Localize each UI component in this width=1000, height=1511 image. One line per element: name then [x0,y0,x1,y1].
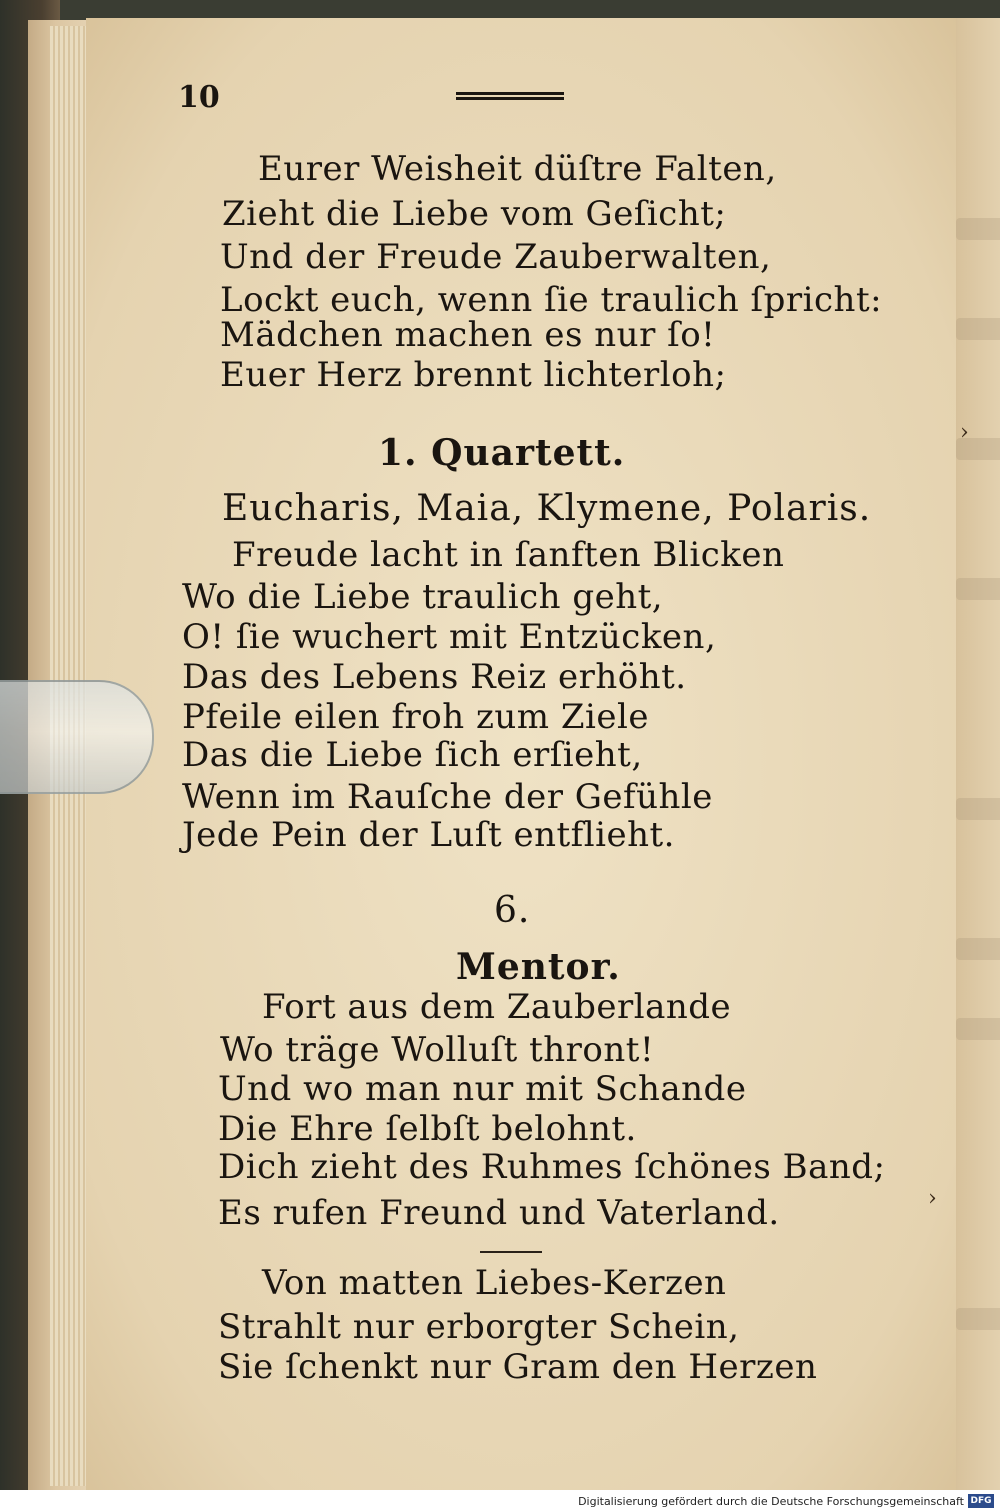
dfg-logo: DFG [968,1494,994,1508]
verse-line: Jede Pein der Luſt entflieht. [182,815,675,855]
verse-line: Wenn im Rauſche der Gefühle [182,777,713,817]
verse-line: Pfeile eilen froh zum Ziele [182,697,649,737]
verse-line: Dich zieht des Ruhmes ſchönes Band; [218,1147,886,1187]
verse-line: Sie ſchenkt nur Gram den Herzen [218,1347,818,1387]
header-rule [456,92,564,106]
verse-line: Mädchen machen es nur ſo! [220,315,716,355]
verse-line: Eurer Weisheit düſtre Falten, [258,149,777,189]
quartet-heading: 1. Quartett. [378,432,626,474]
footer-bar [0,1490,1000,1511]
verse-line: Von matten Liebes-Kerzen [262,1263,727,1303]
page-number: 10 [178,80,220,115]
verse-line: Zieht die Liebe vom Geſicht; [222,194,727,234]
verse-line: Das des Lebens Reiz erhöht. [182,657,687,697]
section-number: 6. [494,890,531,931]
verse-line: Fort aus dem Zauberlande [262,987,732,1027]
page-holder-tab [0,680,154,794]
verse-line: Wo die Liebe traulich geht, [182,577,664,617]
verse-line: O! ſie wuchert mit Entzücken, [182,617,717,657]
ink-mark: › [928,1186,937,1211]
verse-line: Lockt euch, wenn ſie traulich ſpricht: [220,280,883,320]
ink-mark: › [960,420,969,445]
speaker-heading: Mentor. [456,946,621,988]
verse-line: Und der Freude Zauberwalten, [220,237,772,277]
section-divider [480,1251,542,1253]
verse-line: Es rufen Freund und Vaterland. [218,1193,780,1233]
verse-line: Wo träge Wolluſt thront! [220,1030,655,1070]
verse-line: Freude lacht in ſanften Blicken [232,535,785,575]
verse-line: Und wo man nur mit Schande [218,1069,747,1109]
verse-line: Die Ehre ſelbſt belohnt. [218,1109,637,1149]
verse-line: Das die Liebe ſich erſieht, [182,735,643,775]
verse-line: Euer Herz brennt lichterloh; [220,355,727,395]
footer-credit: Digitalisierung gefördert durch die Deutsche Forschungsgemeinschaft [578,1495,964,1508]
quartet-speakers: Eucharis, Maia, Klymene, Polaris. [222,488,872,529]
verse-line: Strahlt nur erborgter Schein, [218,1307,740,1347]
